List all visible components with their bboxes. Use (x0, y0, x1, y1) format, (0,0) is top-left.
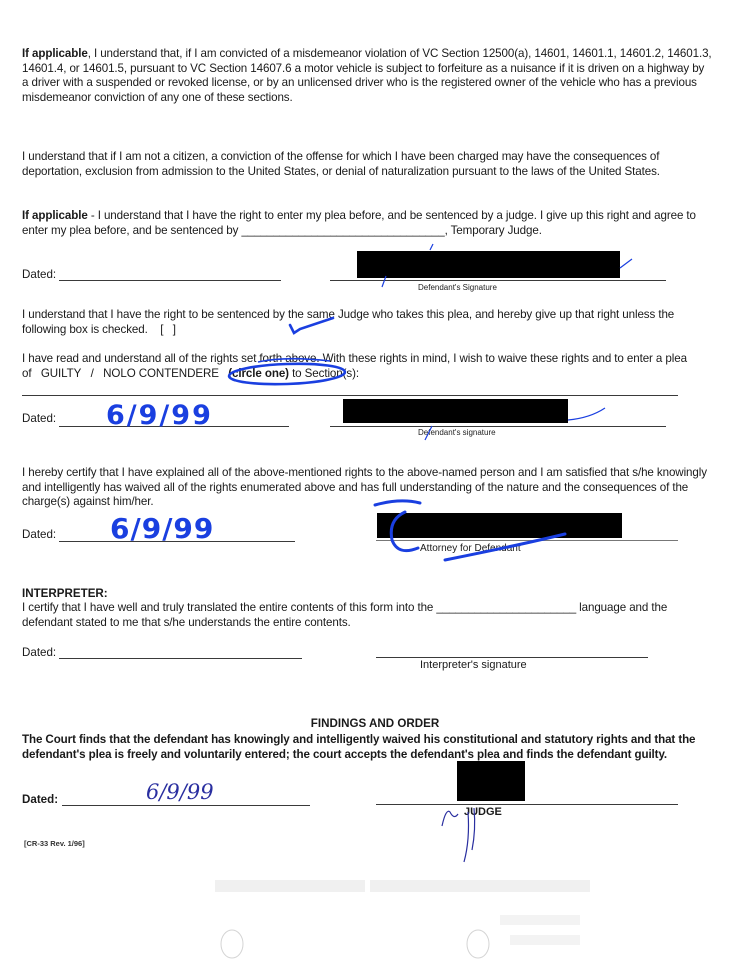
temporary-judge-text: - I understand that I have the right to enter my plea before, and be sentenced by a judge. I give up this right and agree to enter my plea before, and be sentenced by ________________________________, Temporary Judge. (22, 209, 696, 237)
plea-paragraph (22, 352, 712, 381)
interpreter-dated-label: Dated: (22, 646, 57, 659)
plea-option-guilty[interactable]: GUILTY (40, 366, 82, 380)
redacted-defendant-signature-1 (357, 251, 620, 278)
plea-text-after: to Section(s): (292, 366, 359, 380)
plea-sections-field[interactable] (22, 395, 678, 396)
defendant-signature-caption-1: Defendant's Signature (418, 283, 497, 292)
same-judge-paragraph (22, 308, 712, 337)
attorney-dated-label: Dated: (22, 528, 57, 541)
findings-dated-field[interactable] (62, 805, 310, 806)
same-judge-checkbox[interactable] (160, 323, 176, 336)
judge-signature-line[interactable] (376, 804, 678, 805)
same-judge-text: I understand that I have the right to be sentenced by the same Judge who takes this plea, and hereby give up that right unless the following box is checked. (22, 308, 675, 336)
interpreter-signature-caption: Interpreter's signature (420, 659, 527, 671)
form-number: [CR-33 Rev. 1/96] (24, 839, 85, 848)
plea-separator: / (90, 366, 94, 380)
findings-heading: FINDINGS AND ORDER (310, 717, 440, 730)
defendant-signature-caption-2: Defendant's signature (418, 428, 496, 437)
interpreter-signature-line[interactable] (376, 657, 648, 658)
temporary-judge-dated-label: Dated: (22, 268, 57, 281)
plea-dated-handwritten: 6/9/99 (106, 400, 213, 431)
temporary-judge-lead: If applicable (22, 209, 88, 222)
citizenship-paragraph: I understand that if I am not a citizen, a conviction of the offense for which I have been charged may have the consequences of deportation, exclusion from admission to the United States, or denial of naturalization pursuant to the laws of the United States. (22, 150, 660, 178)
attorney-dated-handwritten: 6/9/99 (110, 512, 215, 545)
redacted-defendant-signature-2 (343, 399, 568, 423)
forfeiture-lead: If applicable (22, 47, 88, 60)
plea-circle-note: (circle one) (228, 366, 289, 380)
temporary-judge-signature-line[interactable] (330, 280, 666, 281)
redacted-judge-signature (457, 761, 525, 801)
forfeiture-text: , I understand that, if I am convicted of a misdemeanor violation of VC Section 12500(a), 14601, 14601.1, 14601.2, 14601.3, 14601.4, or 14601.5, pursuant to VC Section 14607.6 a motor vehicle is subject to forfeiture as a nuisance if it is driven on a highway by a driver with a suspended or revoked license, or by an unlicensed driver who is the registered owner of the vehicle who has a previous misdemeanor conviction of any one of these sections. (22, 47, 712, 104)
attorney-paragraph: I hereby certify that I have explained all of the above-mentioned rights to the above-named person and I am satisfied that s/he knowingly and intelligently has waived all of the rights enumerated above and has full understanding of the nature and the consequences of the charge(s) against him/her. (22, 466, 707, 509)
plea-text-before: I have read and understand all of the rights set forth above. With these rights in mind, I wish to waive these rights and to enter a plea of (22, 352, 687, 380)
plea-option-nolo-contendere[interactable]: NOLO CONTENDERE (103, 366, 219, 380)
attorney-signature-caption: Attorney for Defendant (420, 543, 521, 554)
temporary-judge-paragraph (22, 209, 712, 238)
interpreter-dated-field[interactable] (59, 658, 302, 659)
redacted-attorney-signature (377, 513, 622, 538)
plea-defendant-signature-line[interactable] (330, 426, 666, 427)
findings-dated-label: Dated: (22, 793, 59, 806)
judge-signature-caption: JUDGE (464, 806, 502, 818)
findings-dated-handwritten: 6/9/99 (146, 780, 214, 804)
temporary-judge-dated-field[interactable] (59, 280, 281, 281)
attorney-signature-line[interactable] (376, 540, 678, 541)
interpreter-heading: INTERPRETER: (22, 587, 108, 600)
plea-dated-label: Dated: (22, 412, 57, 425)
forfeiture-paragraph (22, 47, 712, 105)
interpreter-paragraph: I certify that I have well and truly translated the entire contents of this form into the ______________________ language and the defendant stated to me that s/he understands the entire contents. (22, 601, 668, 629)
checkbox-open-bracket: [ (160, 322, 164, 336)
checkbox-close-bracket: ] (172, 322, 176, 336)
findings-paragraph: The Court finds that the defendant has knowingly and intelligently waived his constitutional and statutory rights and that the defendant's plea is freely and voluntarily entered; the court accepts the defendant's plea and finds the defendant guilty. (22, 733, 696, 761)
